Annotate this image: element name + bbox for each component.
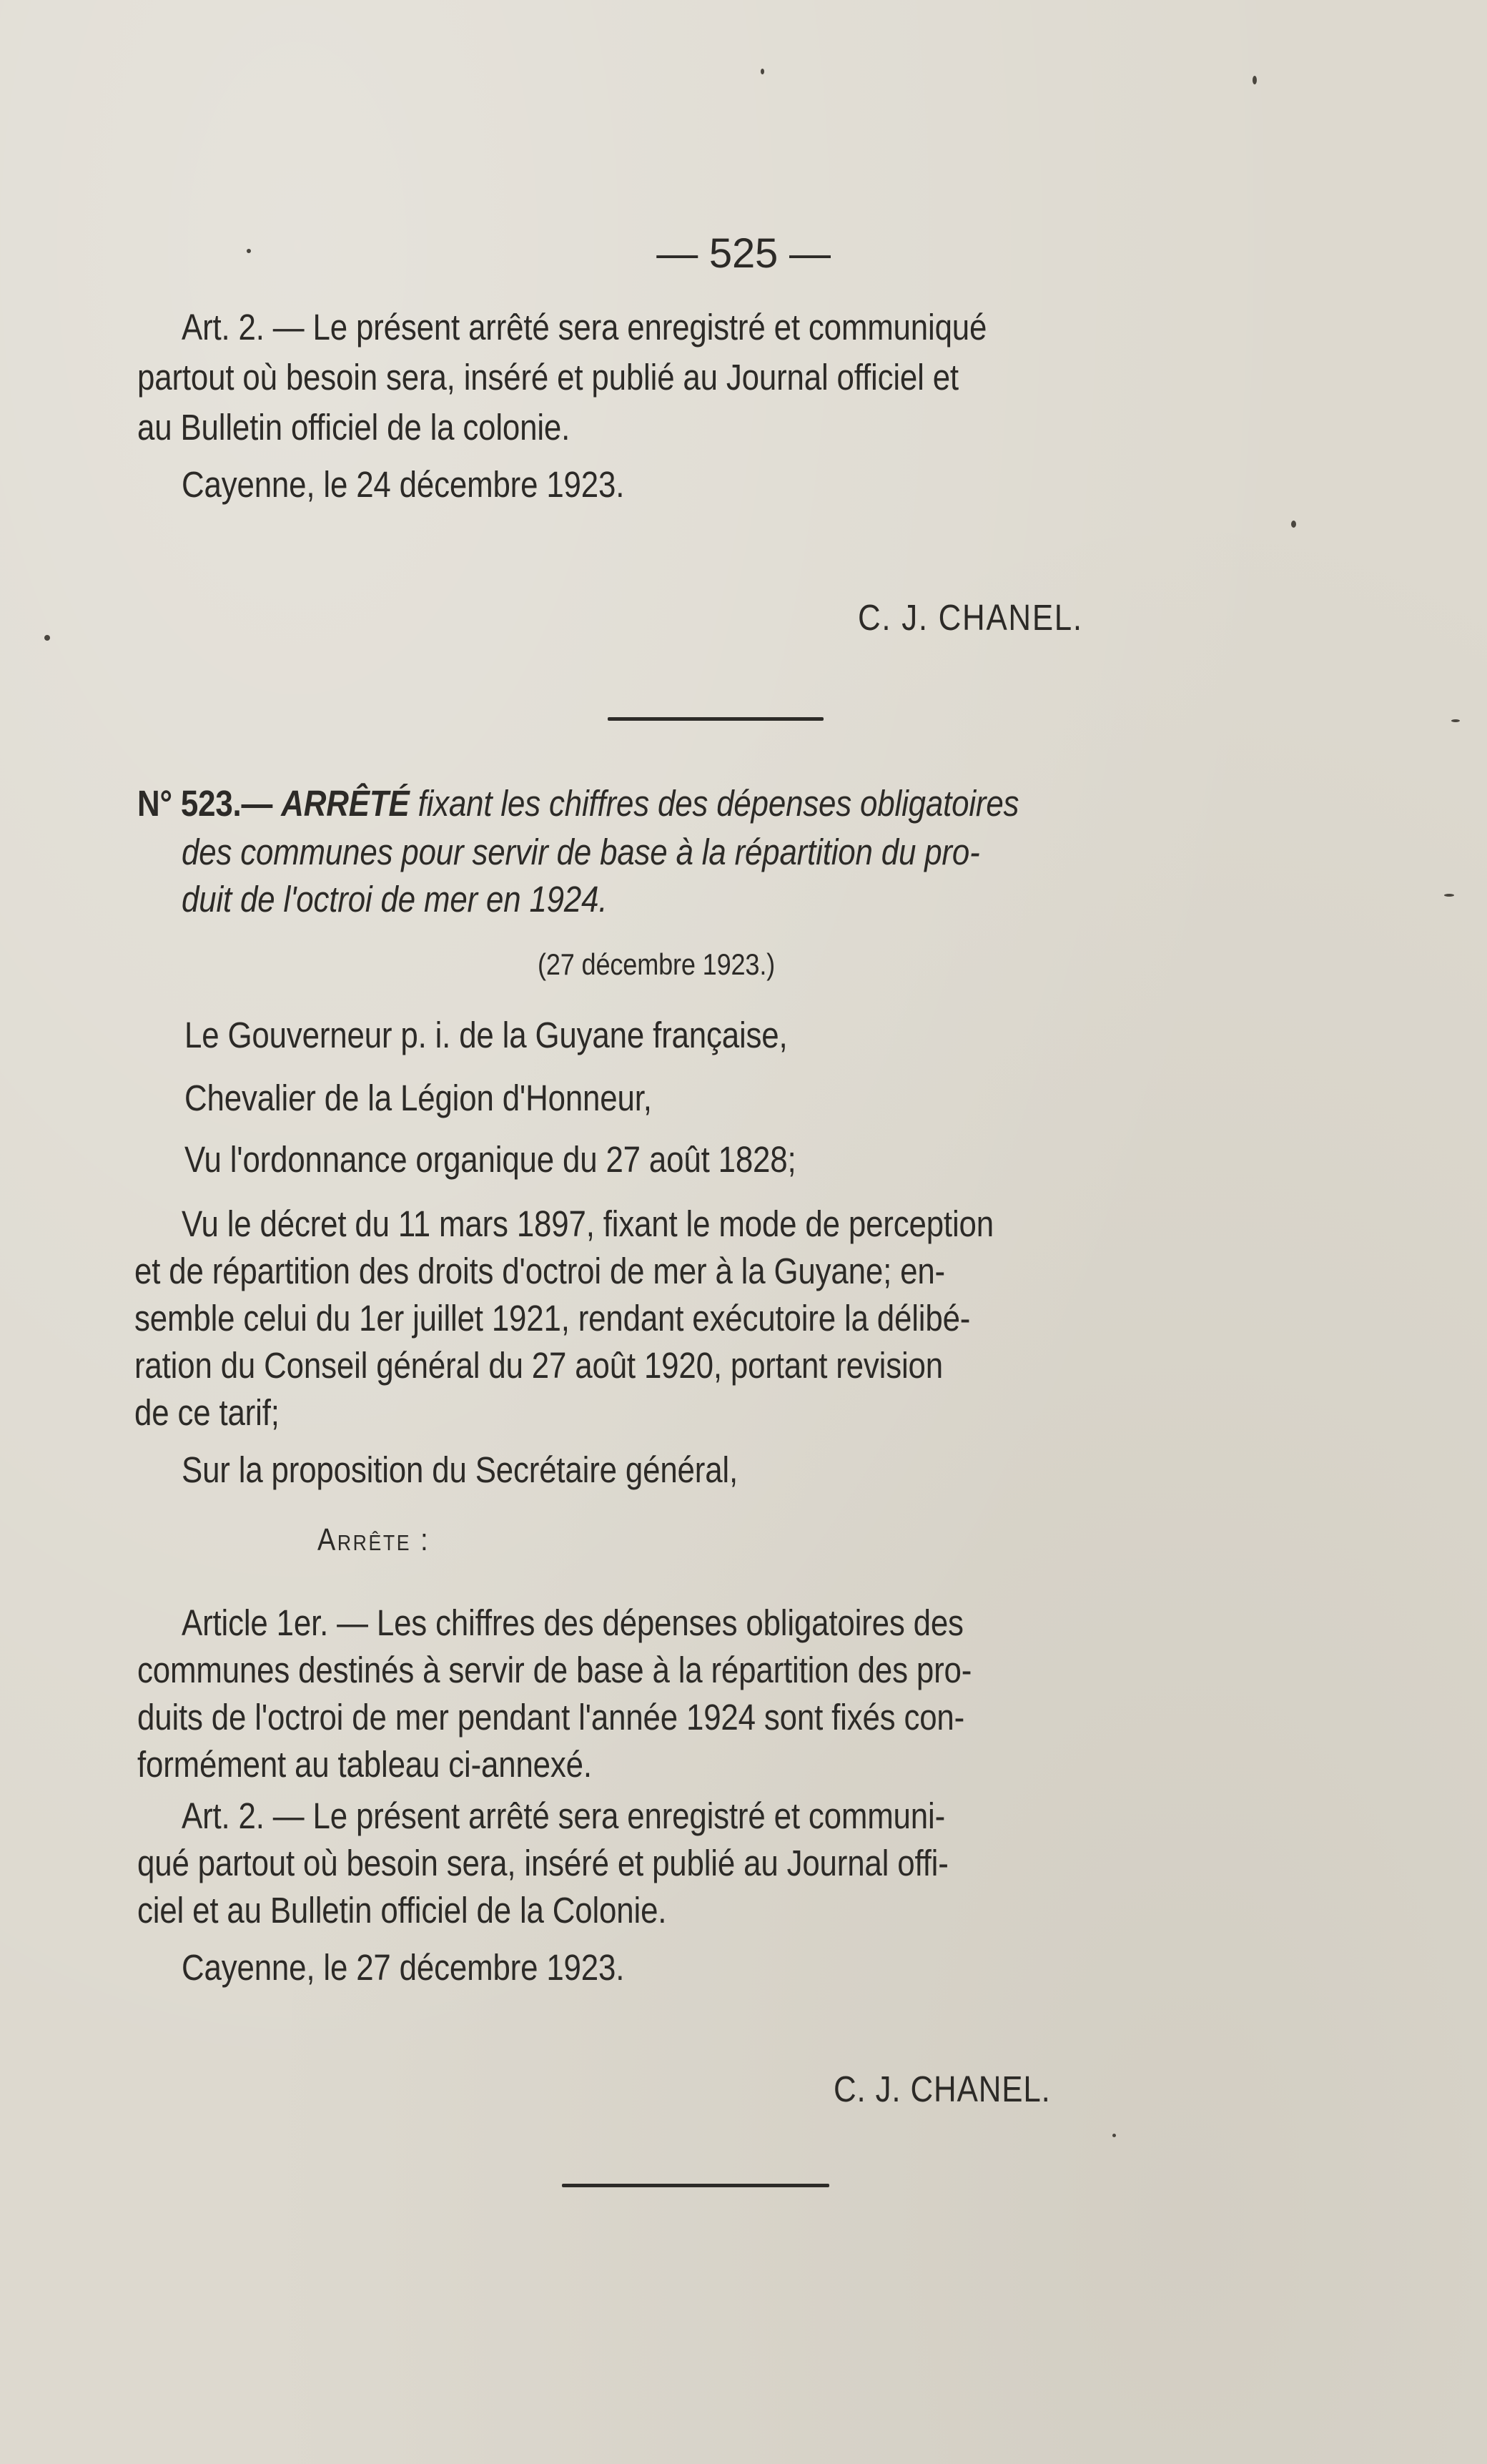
scan-speck — [247, 249, 251, 253]
end-rule — [562, 2184, 829, 2187]
scan-speck — [1291, 521, 1296, 528]
article-line: Art. 2. — Le présent arrêté sera enregistré et communi- — [182, 1795, 946, 1836]
scan-speck — [1451, 719, 1460, 722]
decree-type: ARRÊTÉ — [281, 783, 410, 824]
decree-closing-date: Cayenne, le 27 décembre 1923. — [182, 1947, 625, 1988]
decree-number: N° 523.— — [137, 783, 273, 824]
decree-title-line-1 — [137, 785, 1019, 822]
preamble-line: Sur la proposition du Secrétaire général, — [182, 1449, 738, 1490]
preamble-line: ration du Conseil général du 27 août 1920, portant revision — [134, 1345, 943, 1386]
article-line: Article 1er. — Les chiffres des dépenses obligatoires des — [182, 1602, 964, 1643]
scan-speck — [44, 635, 50, 641]
decree-signature: C. J. CHANEL. — [834, 2069, 1051, 2109]
page-number: — 525 — — [656, 230, 831, 277]
article-line: qué partout où besoin sera, inséré et publié au Journal offi- — [137, 1843, 949, 1883]
decree-date: (27 décembre 1923.) — [538, 947, 776, 981]
first-block-date: Cayenne, le 24 décembre 1923. — [182, 464, 625, 505]
first-block-line: partout où besoin sera, inséré et publié au Journal officiel et — [137, 357, 959, 398]
preamble-line: de ce tarif; — [134, 1392, 280, 1433]
preamble-line: Vu le décret du 11 mars 1897, fixant le mode de perception — [182, 1203, 994, 1244]
preamble-line: Chevalier de la Légion d'Honneur, — [184, 1078, 652, 1118]
scan-speck — [1444, 894, 1454, 897]
article-line: formément au tableau ci-annexé. — [137, 1744, 592, 1785]
preamble-line: semble celui du 1er juillet 1921, rendant exécutoire la délibé- — [134, 1298, 971, 1339]
first-block-signature: C. J. CHANEL. — [858, 597, 1083, 638]
article-line: duits de l'octroi de mer pendant l'année 1924 sont fixés con- — [137, 1697, 965, 1738]
decree-title-line: des communes pour servir de base à la répartition du pro- — [182, 832, 980, 872]
article-line: ciel et au Bulletin officiel de la Colonie. — [137, 1890, 667, 1931]
scan-speck — [1112, 2134, 1116, 2137]
decree-title-line: duit de l'octroi de mer en 1924. — [182, 879, 608, 920]
scan-speck — [761, 69, 764, 74]
arrete-heading: Arrête : — [317, 1522, 430, 1557]
first-block-line: au Bulletin officiel de la colonie. — [137, 407, 570, 448]
preamble-line: et de répartition des droits d'octroi de mer à la Guyane; en- — [134, 1251, 945, 1291]
preamble-line: Vu l'ordonnance organique du 27 août 1828; — [184, 1139, 796, 1180]
preamble-line: Le Gouverneur p. i. de la Guyane française, — [184, 1015, 788, 1055]
article-line: communes destinés à servir de base à la répartition des pro- — [137, 1650, 972, 1690]
separator-rule — [608, 717, 824, 721]
decree-title-text: fixant les chiffres des dépenses obligatoires — [418, 783, 1019, 824]
first-block-line: Art. 2. — Le présent arrêté sera enregistré et communiqué — [182, 307, 987, 348]
scan-speck — [1253, 76, 1257, 84]
